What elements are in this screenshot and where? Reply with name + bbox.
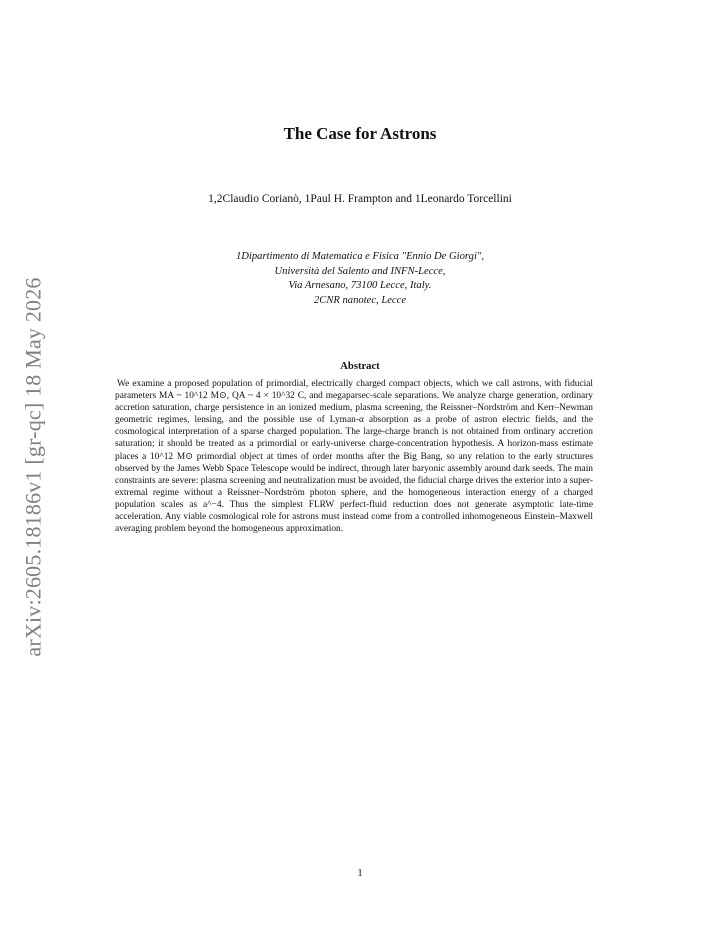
abstract-text: We examine a proposed population of primordial, electrically charged compact objects, which we call astrons, with fiducial parameters MA ~ 10^12 M⊙, QA ~ 4 × 10^32 C, and megaparsec-scale separations. We analyze charge generation, ordinary accretion saturation, charge persistence in an ionized medium, plasma screening, the Reissner–Nordström and Kerr–Newman geometric regimes, lensing, and the possible use of Lyman-α absorption as a probe of astron electric fields, and the cosmological interpretation of a sparse charged population. The large-charge branch is not obtained from ordinary accretion saturation; it should be treated as a primordial or early-universe charge-concentration hypothesis. A horizon-mass estimate places a 10^12 M⊙ primordial object at times of order months after the Big Bang, so any relation to the early structures observed by the James Webb Space Telescope would be indirect, through later baryonic assembly around dark seeds. The main constraints are severe: plasma screening and neutralization must be avoided, the fiducial charge drives the exterior into a super-extremal regime without a Reissner–Nordström photon sphere, and the homogeneous interaction energy of a charged population scales as a^−4. Thus the simplest FLRW perfect-fluid reduction does not generate asymptotic late-time acceleration. Any viable cosmological role for astrons must instead come from a controlled inhomogeneous Einstein–Maxwell averaging problem beyond the homogeneous approximation. bbox=[115, 379, 593, 535]
paper-title: The Case for Astrons bbox=[283, 124, 437, 143]
author-list: 1,2Claudio Corianò, 1Paul H. Frampton and 1Leonardo Torcellini bbox=[208, 193, 512, 205]
affiliation-line: Via Arnesano, 73100 Lecce, Italy. bbox=[288, 280, 432, 292]
arxiv-identifier-stamp bbox=[14, 262, 54, 672]
abstract-heading: Abstract bbox=[340, 361, 380, 372]
affiliation-line: Università del Salento and INFN-Lecce, bbox=[274, 265, 446, 277]
arxiv-identifier-text: arXiv:2605.18186v1 [gr-qc] 18 May 2026 bbox=[21, 277, 47, 657]
affiliation-line: 1Dipartimento di Matematica e Fisica "Ennio De Giorgi", bbox=[235, 251, 484, 262]
page-number: 1 bbox=[357, 868, 363, 879]
affiliations bbox=[0, 250, 720, 308]
affiliation-line: 2CNR nanotec, Lecce bbox=[313, 294, 407, 306]
